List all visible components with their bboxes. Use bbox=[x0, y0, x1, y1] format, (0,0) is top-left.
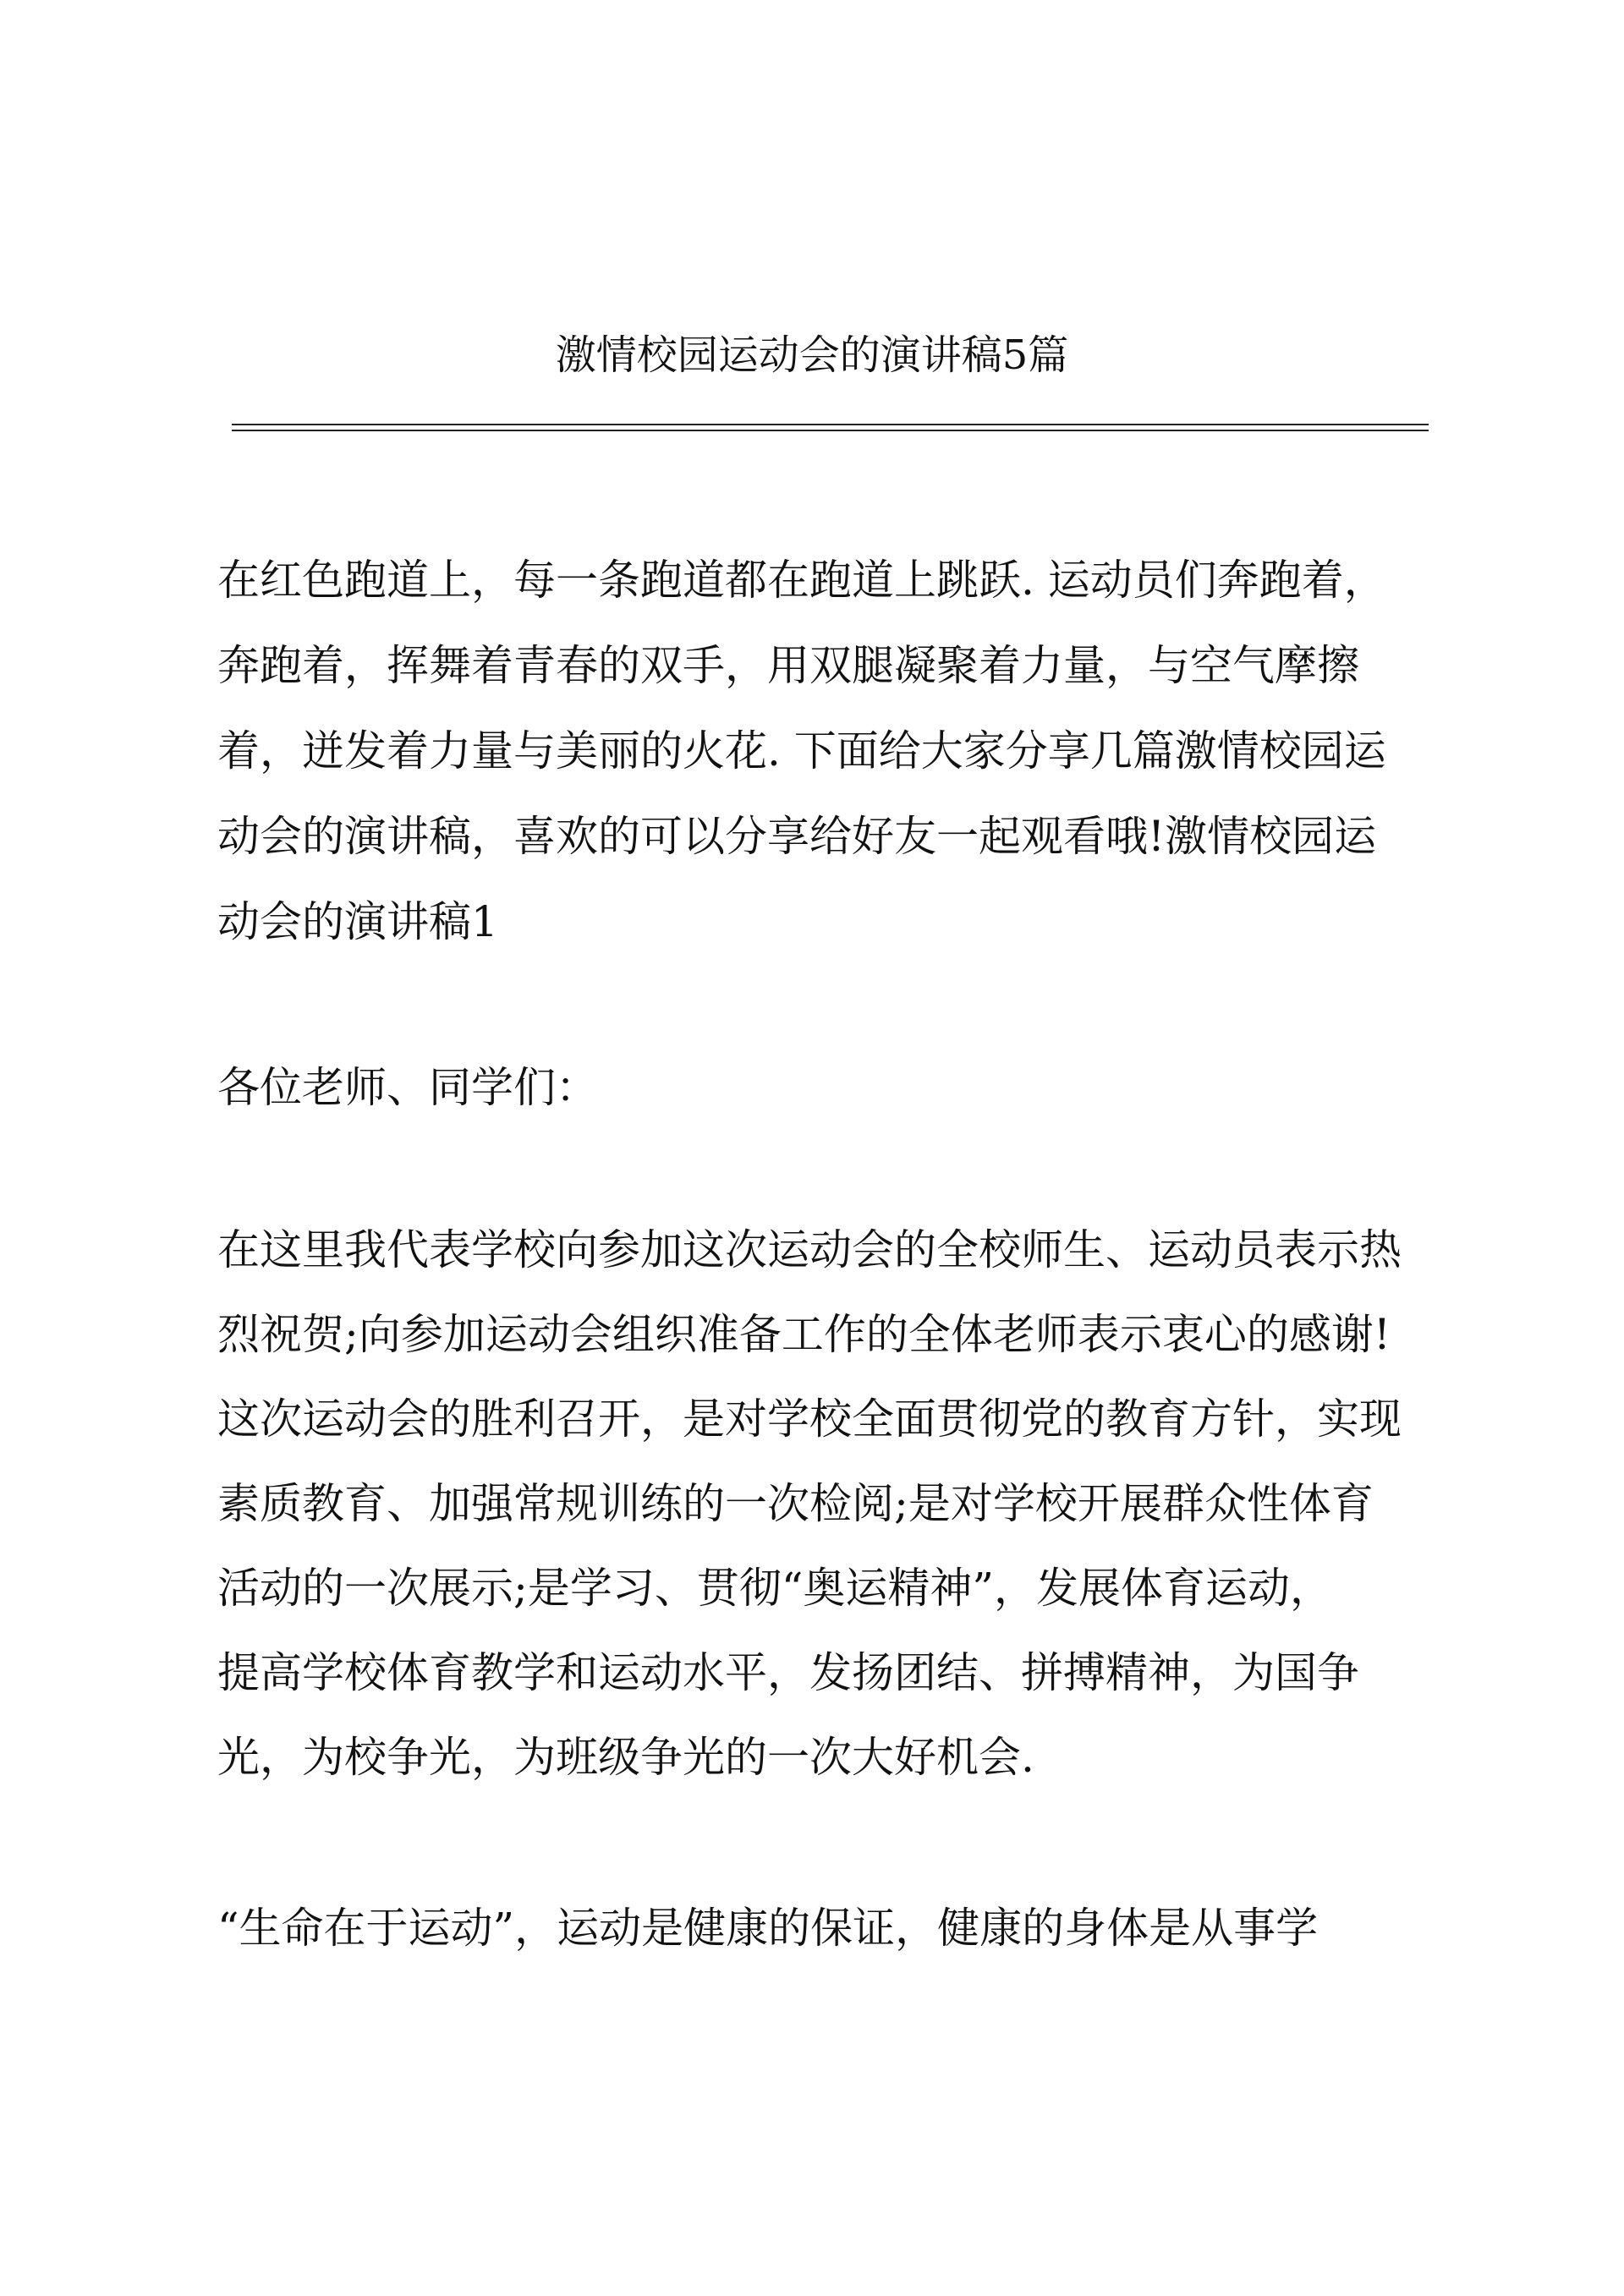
document-title: 激情校园运动会的演讲稿5篇 bbox=[555, 332, 1069, 379]
text-line: 这次运动会的胜利召开，是对学校全面贯彻党的教育方针，实现 bbox=[217, 1395, 1402, 1444]
text-line: “生命在于运动”，运动是健康的保证，健康的身体是从事学 bbox=[217, 1904, 1319, 1953]
text-line: 着，迸发着力量与美丽的火花. 下面给大家分享几篇激情校园运 bbox=[217, 726, 1386, 775]
title-divider-bottom bbox=[232, 430, 1429, 431]
text-line: 奔跑着，挥舞着青春的双手，用双腿凝聚着力量，与空气摩擦 bbox=[217, 641, 1359, 690]
text-line: 各位老师、同学们： bbox=[217, 1063, 598, 1112]
text-line: 在这里我代表学校向参加这次运动会的全校师生、运动员表示热 bbox=[217, 1225, 1402, 1274]
text-line: 提高学校体育教学和运动水平，发扬团结、拼搏精神，为国争 bbox=[217, 1648, 1359, 1697]
text-line: 在红色跑道上，每一条跑道都在跑道上跳跃. 运动员们奔跑着， bbox=[217, 556, 1386, 605]
text-line: 动会的演讲稿1 bbox=[217, 897, 498, 946]
text-line: 素质教育、加强常规训练的一次检阅;是对学校开展群众性体育 bbox=[217, 1479, 1374, 1528]
text-line: 烈祝贺;向参加运动会组织准备工作的全体老师表示衷心的感谢! bbox=[217, 1310, 1391, 1359]
text-line: 动会的演讲稿，喜欢的可以分享给好友一起观看哦!激情校园运 bbox=[217, 812, 1377, 861]
title-divider-top bbox=[232, 424, 1429, 425]
speech-paragraph bbox=[217, 1208, 1435, 1800]
salutation-paragraph bbox=[217, 1045, 1435, 1130]
intro-paragraph bbox=[217, 538, 1435, 965]
text-line: 活动的一次展示;是学习、贯彻“奥运精神”，发展体育运动， bbox=[217, 1564, 1332, 1613]
text-line: 光，为校争光，为班级争光的一次大好机会. bbox=[217, 1733, 1034, 1782]
quote-paragraph bbox=[217, 1886, 1435, 1970]
